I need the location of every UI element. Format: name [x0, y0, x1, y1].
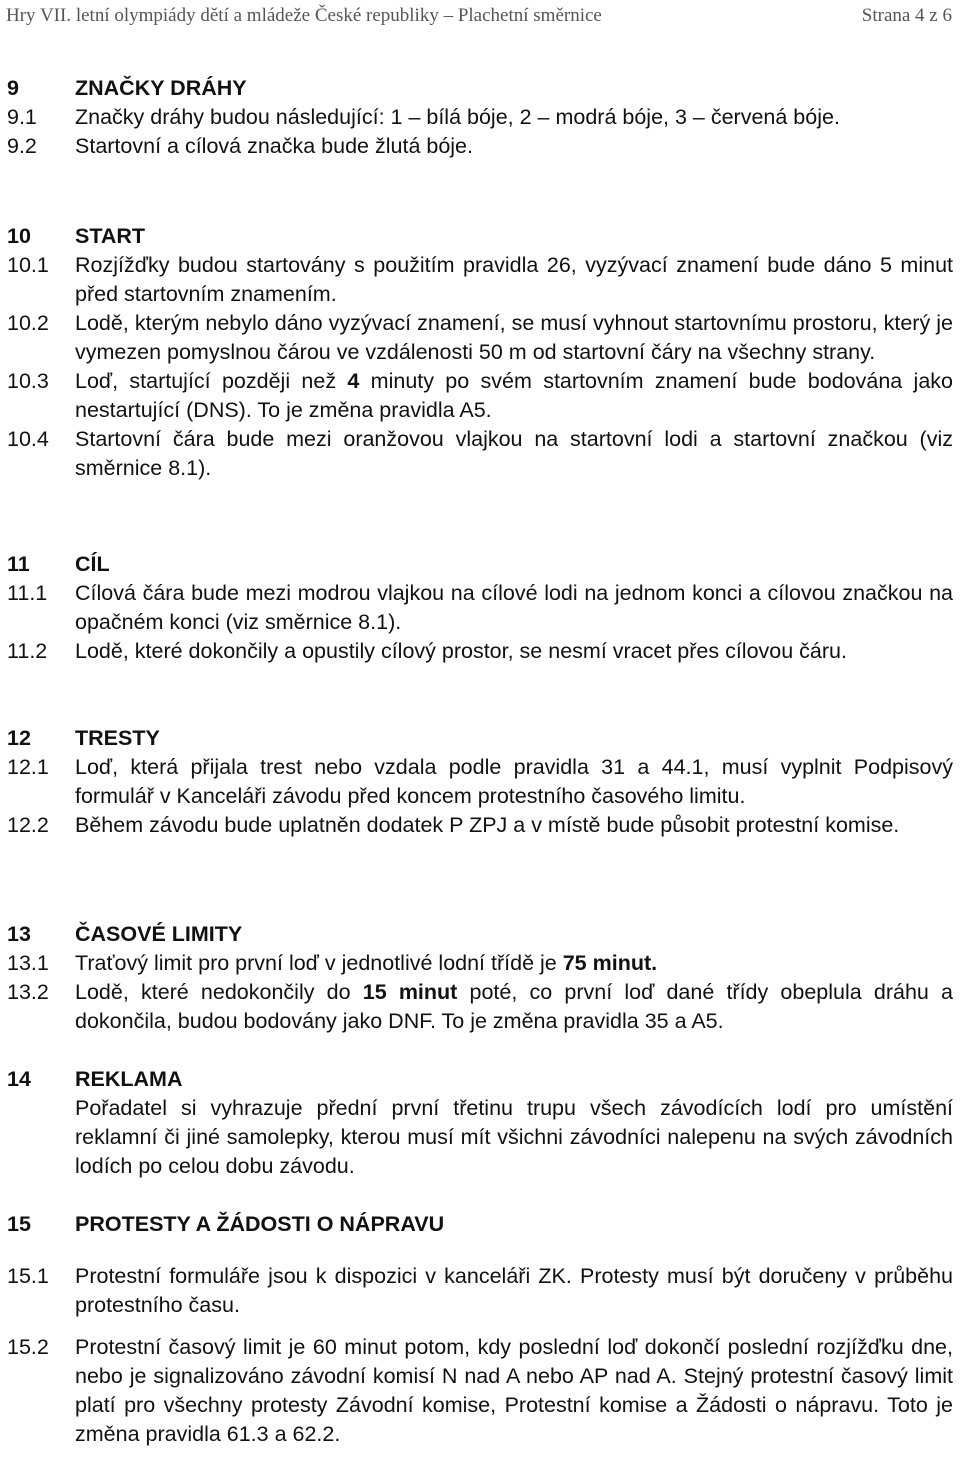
clause-11-2: 11.2 Lodě, které dokončily a opustily cílový prostor, se nesmí vracet přes cílovou čáru. — [7, 639, 847, 663]
document-title: Hry VII. letní olympiády dětí a mládeže České republiky – Plachetní směrnice — [6, 5, 602, 26]
section-12 — [0, 724, 960, 840]
section-heading: 14 REKLAMA — [7, 1067, 183, 1091]
clause-11-1: 11.1 Cílová čára bude mezi modrou vlajkou na cílové lodi na jednom konci a cílovou značkou na opačném konci (viz směrnice 8.1). — [7, 581, 953, 634]
section-body: Pořadatel si vyhrazuje přední první třetinu trupu všech závodících lodí pro umístění reklamní či jiné samolepky, kterou musí mít všichni závodníci nalepenu na svých závodních lodích po celou dobu závodu. — [75, 1096, 953, 1178]
clause-12-2: 12.2 Během závodu bude uplatněn dodatek P ZPJ a v místě bude působit protestní komise. — [7, 813, 900, 837]
section-heading: 15 PROTESTY A ŽÁDOSTI O NÁPRAVU — [7, 1212, 445, 1236]
section-14 — [0, 1065, 960, 1181]
clause-12-1: 12.1 Loď, která přijala trest nebo vzdala podle pravidla 31 a 44.1, musí vyplnit Podpisový formulář v Kanceláři závodu před koncem protestního časového limitu. — [7, 755, 953, 808]
page-header — [6, 3, 954, 29]
section-9 — [0, 74, 960, 161]
section-heading: 10 START — [7, 224, 146, 248]
section-10 — [0, 222, 960, 483]
clause-13-1: 13.1 Traťový limit pro první loď v jednotlivé lodní třídě je 75 minut. — [7, 951, 658, 975]
section-13 — [0, 920, 960, 1036]
clause-9-1: 9.1 Značky dráhy budou následující: 1 – bílá bóje, 2 – modrá bóje, 3 – červená bóje. — [7, 105, 840, 129]
clause-10-1: 10.1 Rozjížďky budou startovány s použitím pravidla 26, vyzývací znamení bude dáno 5 minut před startovním znamením. — [7, 253, 953, 306]
clause-10-3: 10.3 Loď, startující později než 4 minuty po svém startovním znamení bude bodována jako nestartující (DNS). To je změna pravidla A5. — [7, 369, 953, 422]
clause-9-2: 9.2 Startovní a cílová značka bude žlutá bóje. — [7, 134, 473, 158]
section-heading: 11 CÍL — [7, 552, 110, 576]
clause-15-2: 15.2 Protestní časový limit je 60 minut potom, kdy poslední loď dokončí poslední rozjížďku dne, nebo je signalizováno závodní komisí N nad A nebo AP nad A. Stejný protestní časový limit platí pro všechny protesty Závodní komise, Protestní komise a Žádosti o nápravu. Toto je změna pravidla 61.3 a 62.2. — [7, 1335, 953, 1446]
section-11 — [0, 550, 960, 666]
clause-10-4: 10.4 Startovní čára bude mezi oranžovou vlajkou na startovní lodi a startovní značkou (viz směrnice 8.1). — [7, 427, 953, 480]
clause-10-2: 10.2 Lodě, kterým nebylo dáno vyzývací znamení, se musí vyhnout startovnímu prostoru, který je vymezen pomyslnou čárou ve vzdálenosti 50 m od startovní čáry na všechny strany. — [7, 311, 953, 364]
section-15 — [0, 1210, 960, 1449]
clause-15-1: 15.1 Protestní formuláře jsou k dispozici v kanceláři ZK. Protesty musí být doručeny v průběhu protestního času. — [7, 1264, 953, 1317]
section-heading: 12 TRESTY — [7, 726, 160, 750]
section-heading: 13 ČASOVÉ LIMITY — [7, 922, 243, 946]
page-number: Strana 4 z 6 — [861, 5, 952, 26]
section-heading: 9 ZNAČKY DRÁHY — [7, 76, 247, 100]
clause-13-2: 13.2 Lodě, které nedokončily do 15 minut poté, co první loď dané třídy obeplula dráhu a dokončila, budou bodovány jako DNF. To je změna pravidla 35 a A5. — [7, 980, 954, 1033]
